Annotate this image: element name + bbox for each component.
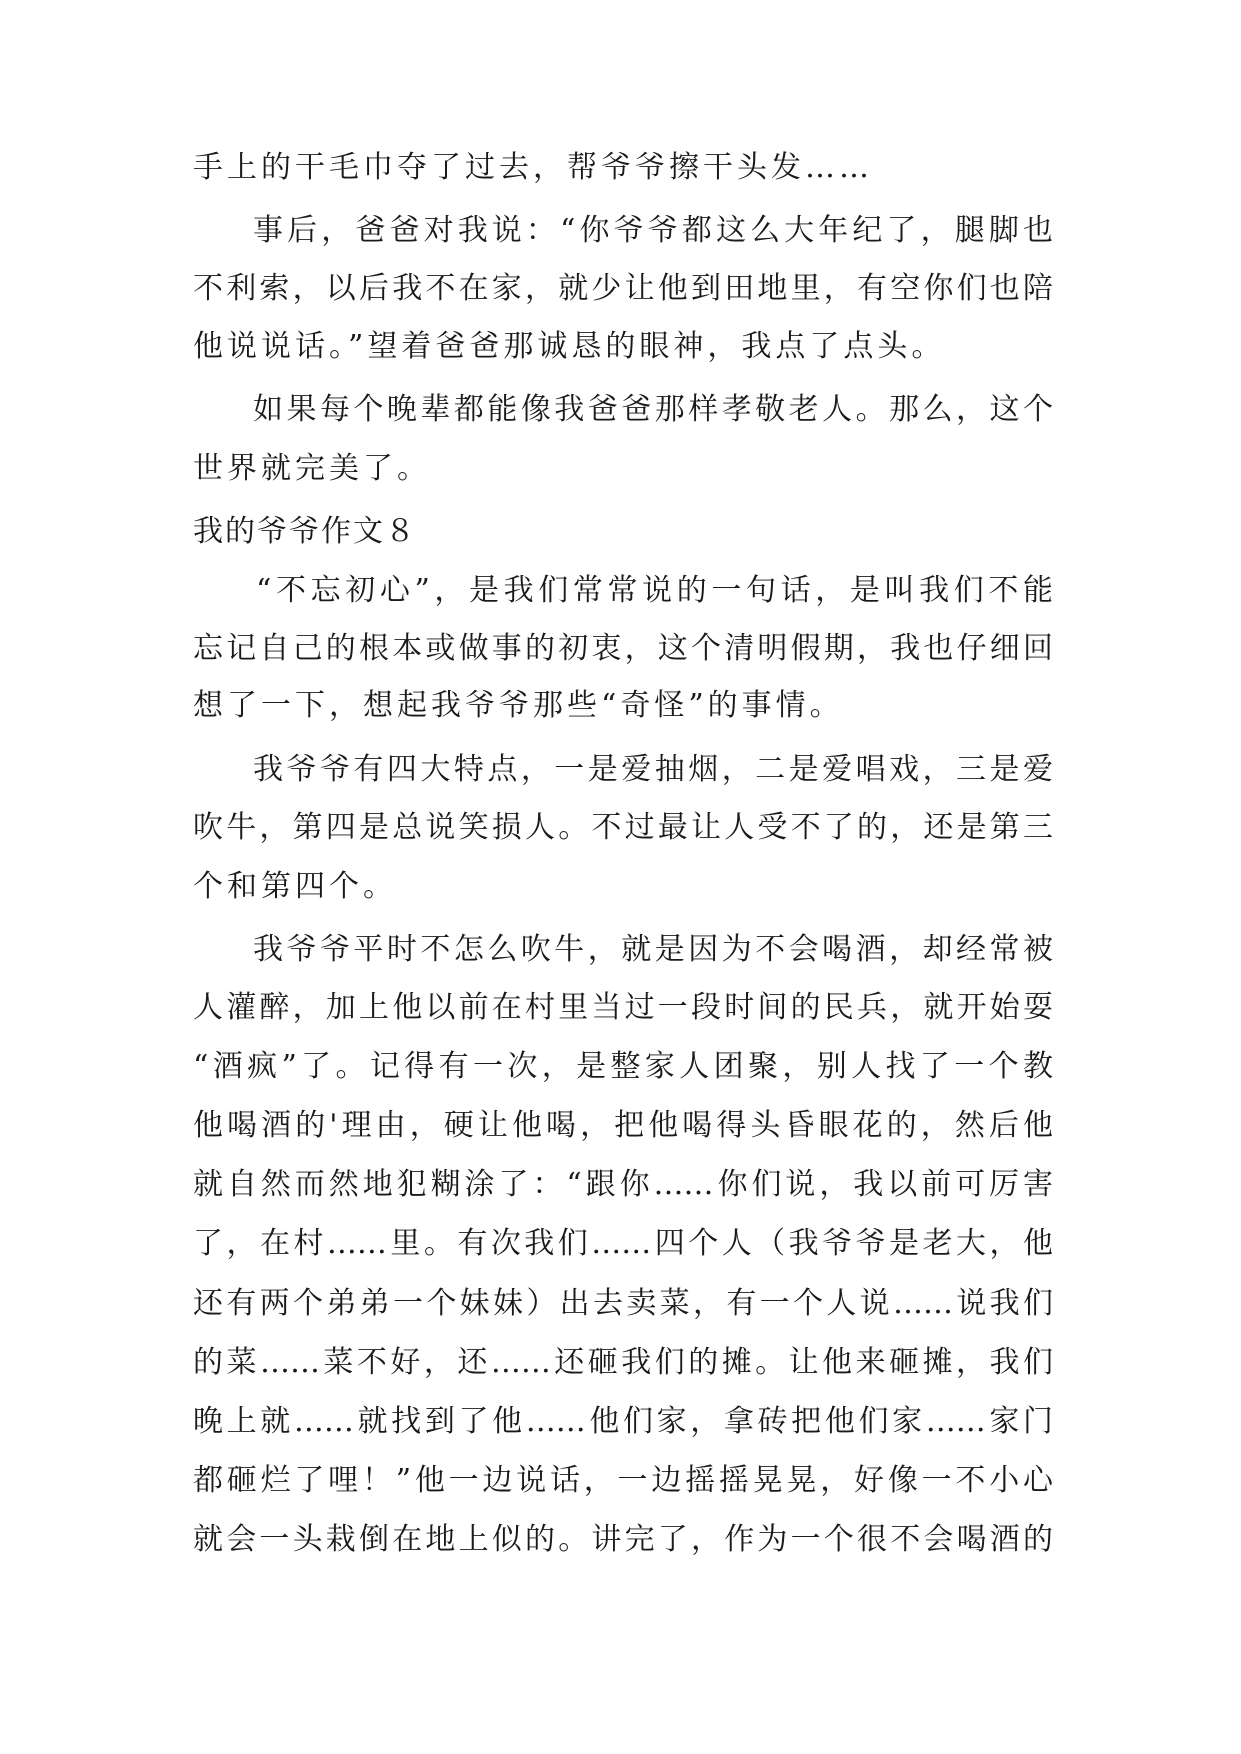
text-line: 手上的干毛巾夺了过去，帮爷爷擦干头发…… [193,150,873,185]
text-line: 不利索，以后我不在家，就少让他到田地里，有空你们也陪 [193,271,1053,306]
text-line: 就会一头栽倒在地上似的。讲完了，作为一个很不会喝酒的 [193,1522,1053,1557]
text-line: 他喝酒的'理由，硬让他喝，把他喝得头昏眼花的，然后他 [193,1108,1053,1143]
text-line: 的菜……菜不好，还……还砸我们的摊。让他来砸摊，我们 [193,1345,1053,1380]
text-line: 忘记自己的根本或做事的初衷，这个清明假期，我也仔细回 [193,631,1053,666]
paragraph-first-line: 事后，爸爸对我说：“你爷爷都这么大年纪了，腿脚也 [253,213,1053,248]
section-heading: 我的爷爷作文８ [193,514,417,549]
text-line: 都砸烂了哩！”他一边说话，一边摇摇晃晃，好像一不小心 [193,1463,1053,1498]
text-line: 晚上就……就找到了他……他们家，拿砖把他们家……家门 [193,1404,1053,1439]
paragraph-first-line: 我爷爷平时不怎么吹牛，就是因为不会喝酒，却经常被 [253,932,1053,967]
paragraph-first-line: 如果每个晚辈都能像我爸爸那样孝敬老人。那么，这个 [253,392,1053,427]
paragraph-first-line: “不忘初心”，是我们常常说的一句话，是叫我们不能 [256,573,1053,608]
text-line: 人灌醉，加上他以前在村里当过一段时间的民兵，就开始耍 [193,990,1053,1025]
text-line: 还有两个弟弟一个妹妹）出去卖菜，有一个人说……说我们 [193,1286,1053,1321]
text-line: 世界就完美了。 [193,451,431,486]
text-line: 就自然而然地犯糊涂了：“跟你……你们说，我以前可厉害 [193,1167,1053,1202]
text-line: 个和第四个。 [193,869,397,904]
text-line: “酒疯”了。记得有一次，是整家人团聚，别人找了一个教 [193,1049,1053,1084]
paragraph-first-line: 我爷爷有四大特点，一是爱抽烟，二是爱唱戏，三是爱 [253,752,1053,787]
text-line: 想了一下，想起我爷爷那些“奇怪”的事情。 [193,688,844,723]
text-line: 了，在村……里。有次我们……四个人（我爷爷是老大，他 [193,1226,1053,1261]
text-line: 他说说话。”望着爸爸那诚恳的眼神，我点了点头。 [193,329,946,364]
text-line: 吹牛，第四是总说笑损人。不过最让人受不了的，还是第三 [193,810,1053,845]
